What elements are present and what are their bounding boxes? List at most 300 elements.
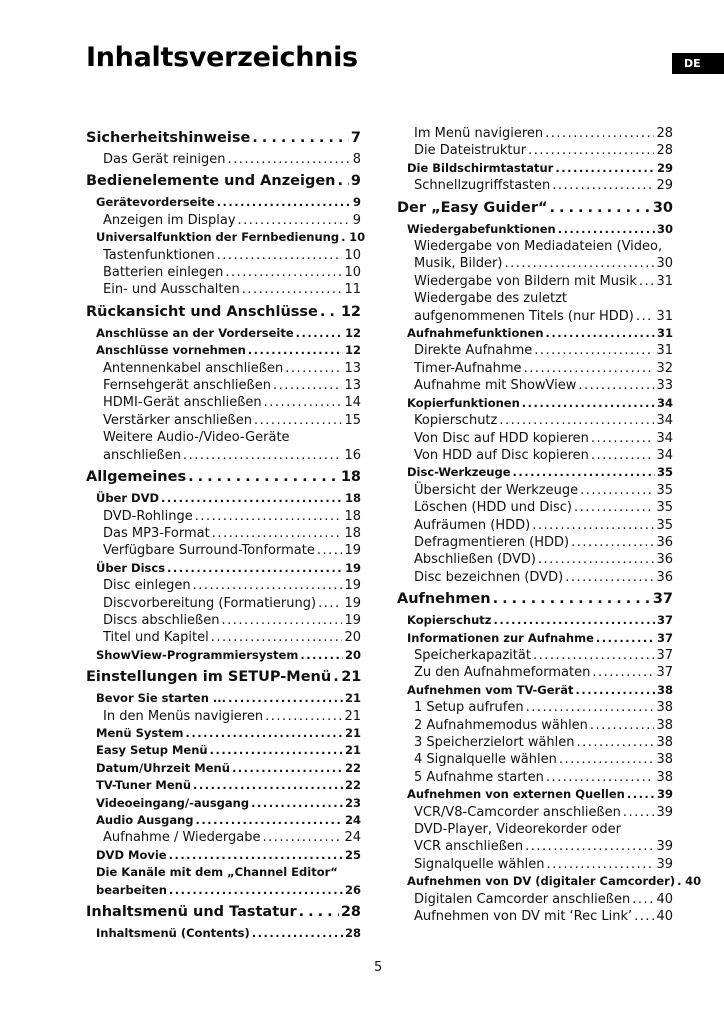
dot-leader xyxy=(555,160,655,177)
dot-leader xyxy=(228,690,343,707)
dot-leader xyxy=(538,551,655,568)
toc-subsection[interactable] xyxy=(397,342,673,359)
toc-subsection[interactable] xyxy=(397,908,673,925)
dot-leader xyxy=(590,717,655,734)
toc-entry-page: 20 xyxy=(344,630,361,646)
toc-entry-page: 38 xyxy=(656,700,673,716)
toc-entry-page: 21 xyxy=(344,708,361,724)
toc-entry-page: 18 xyxy=(340,469,361,486)
toc-entry-title: Über DVD xyxy=(96,491,160,506)
toc-entry-title: Aufnahme mit ShowView xyxy=(414,378,577,394)
dot-leader xyxy=(252,128,349,149)
toc-entry-title: Datum/Uhrzeit Menü xyxy=(96,760,230,775)
dot-leader xyxy=(169,882,343,899)
toc-entry-page: 22 xyxy=(344,760,361,775)
toc-entry-page: 40 xyxy=(685,874,702,889)
toc-entry-title: Rückansicht und Anschlüsse xyxy=(86,303,318,320)
toc-subsection[interactable] xyxy=(86,508,361,525)
toc-entry-page: 14 xyxy=(344,395,361,411)
language-tab: DE xyxy=(672,53,724,74)
toc-entry-page: 21 xyxy=(344,691,361,706)
toc-section[interactable] xyxy=(86,194,361,211)
toc-entry-page: 39 xyxy=(656,804,673,820)
toc-subsection[interactable] xyxy=(397,499,673,516)
toc-entry-title: Aufnehmen xyxy=(397,591,491,608)
toc-subsection[interactable] xyxy=(86,412,361,429)
toc-entry-title: Direkte Aufnahme xyxy=(414,343,533,359)
toc-entry-page: 23 xyxy=(344,795,361,810)
toc-entry-title: Timer-Aufnahme xyxy=(414,360,522,376)
dot-leader xyxy=(285,360,342,377)
toc-entry-title: Aufnehmen vom TV-Gerät xyxy=(407,682,574,697)
toc-entry-title: Die Bildschirmtastatur xyxy=(407,160,554,175)
dot-leader xyxy=(504,255,654,272)
toc-subsection[interactable] xyxy=(397,377,673,394)
toc-entry-page: 30 xyxy=(652,199,673,216)
dot-leader xyxy=(169,847,343,864)
toc-entry-page: 29 xyxy=(656,178,673,194)
toc-subsection[interactable] xyxy=(397,360,673,377)
toc-entry-page: 39 xyxy=(656,787,673,802)
toc-entry-title: Batterien einlegen xyxy=(103,265,224,281)
toc-section[interactable] xyxy=(86,882,361,899)
toc-section[interactable] xyxy=(397,682,673,699)
toc-subsection[interactable] xyxy=(397,125,673,142)
dot-leader xyxy=(552,177,654,194)
toc-subsection[interactable] xyxy=(397,769,673,786)
toc-section[interactable] xyxy=(86,725,361,742)
toc-subsection[interactable] xyxy=(86,360,361,377)
toc-subsection[interactable] xyxy=(397,699,673,716)
toc-entry-title: Informationen zur Aufnahme xyxy=(407,630,594,645)
toc-section[interactable] xyxy=(86,777,361,794)
toc-entry-title: Speicherkapazität xyxy=(414,647,531,663)
toc-entry-title: Über Discs xyxy=(96,560,166,575)
toc-entry-title: Digitalen Camcorder anschließen xyxy=(414,891,631,907)
dot-leader xyxy=(320,302,339,323)
toc-subsection[interactable] xyxy=(86,447,361,464)
toc-subsection[interactable] xyxy=(397,142,673,159)
toc-entry-page: 35 xyxy=(656,465,673,480)
toc-entry-lead: Wiedergabe von Mediadateien (Video, xyxy=(414,239,663,255)
toc-subsection[interactable] xyxy=(397,447,673,464)
toc-entry-title: aufgenommenen Titels (nur HDD) xyxy=(414,308,634,324)
toc-entry-page: 31 xyxy=(656,308,673,324)
dot-leader xyxy=(499,412,654,429)
toc-entry-title: Verfügbare Surround-Tonformate xyxy=(103,543,315,559)
toc-entry-title: Die Dateistruktur xyxy=(414,143,527,159)
toc-entry-page: 32 xyxy=(656,360,673,376)
dot-leader xyxy=(634,908,654,925)
toc-entry-page: 38 xyxy=(656,752,673,768)
toc-entry-title: Disc einlegen xyxy=(103,578,191,594)
toc-entry-title: Aufnahmefunktionen xyxy=(407,326,544,341)
dot-leader xyxy=(591,430,655,447)
toc-entry-page: 31 xyxy=(656,326,673,341)
toc-entry-page: 36 xyxy=(656,534,673,550)
dot-leader xyxy=(217,194,351,211)
toc-entry-title: Menü System xyxy=(96,725,184,740)
toc-entry-page: 36 xyxy=(656,552,673,568)
toc-entry-page: 12 xyxy=(344,343,361,358)
toc-subsection[interactable] xyxy=(397,412,673,429)
toc-entry-title: Schnellzugriffstasten xyxy=(414,178,551,194)
dot-leader xyxy=(333,667,339,688)
dot-leader xyxy=(193,577,343,594)
toc-subsection[interactable] xyxy=(397,482,673,499)
dot-leader xyxy=(534,342,654,359)
toc-entry-title: Disc bezeichnen (DVD) xyxy=(414,569,564,585)
toc-subsection[interactable] xyxy=(397,569,673,586)
toc-entry-page: 39 xyxy=(656,856,673,872)
dot-leader xyxy=(580,482,654,499)
toc-entry-page: 19 xyxy=(344,595,361,611)
toc-entry-title: Sicherheitshinweise xyxy=(86,130,251,146)
dot-leader xyxy=(252,925,343,942)
toc-subsection[interactable] xyxy=(397,804,673,821)
toc-subsection[interactable] xyxy=(86,829,361,846)
toc-section[interactable] xyxy=(397,160,673,177)
toc-entry-title: Einstellungen im SETUP-Menü xyxy=(86,669,332,686)
toc-entry-page: 36 xyxy=(656,569,673,585)
toc-subsection[interactable] xyxy=(397,517,673,534)
toc-section[interactable] xyxy=(86,760,361,777)
dot-leader xyxy=(195,508,343,525)
toc-subsection[interactable] xyxy=(86,577,361,594)
toc-subsection[interactable] xyxy=(86,151,361,168)
toc-section[interactable] xyxy=(86,325,361,342)
dot-leader xyxy=(546,856,654,873)
toc-section[interactable] xyxy=(86,560,361,577)
toc-entry-page: 19 xyxy=(344,612,361,628)
dot-leader xyxy=(493,612,655,629)
toc-section[interactable] xyxy=(397,786,673,803)
dot-leader xyxy=(211,629,343,646)
toc-entry-title: Anzeigen im Display xyxy=(103,212,236,228)
toc-entry-title: In den Menüs navigieren xyxy=(103,708,264,724)
toc-entry-title: Aufnehmen von externen Quellen xyxy=(407,787,625,802)
toc-chapter[interactable] xyxy=(86,128,361,149)
dot-leader xyxy=(251,795,343,812)
toc-subsection[interactable] xyxy=(86,542,361,559)
toc-entry-page: 40 xyxy=(656,891,673,907)
dot-leader xyxy=(565,569,654,586)
toc-subsection[interactable] xyxy=(397,751,673,768)
dot-leader xyxy=(264,394,343,411)
toc-entry-page: 18 xyxy=(344,508,361,524)
toc-entry-title: VCR anschließen xyxy=(414,839,524,855)
toc-entry-page: 19 xyxy=(344,578,361,594)
toc-chapter[interactable] xyxy=(86,171,361,192)
dot-leader xyxy=(636,308,655,325)
toc-entry-page: 34 xyxy=(656,447,673,463)
toc-entry-title: Aufnehmen von DV mit ‘Rec Link’ xyxy=(414,909,633,925)
toc-entry-title: Easy Setup Menü xyxy=(96,743,208,758)
toc-entry-title: 5 Aufnahme starten xyxy=(414,769,544,785)
toc-subsection[interactable] xyxy=(397,664,673,681)
toc-entry-title: 4 Signalquelle wählen xyxy=(414,752,557,768)
toc-entry-page: 13 xyxy=(344,378,361,394)
toc-entry-page: 38 xyxy=(656,717,673,733)
dot-leader xyxy=(196,812,343,829)
toc-entry-page: 28 xyxy=(340,904,361,921)
toc-entry-page: 28 xyxy=(656,143,673,159)
toc-entry-page: 11 xyxy=(344,282,361,298)
toc-left-column xyxy=(86,125,366,942)
toc-entry-page: 21 xyxy=(341,669,362,686)
toc-subsection[interactable] xyxy=(86,612,361,629)
toc-subsection[interactable] xyxy=(397,177,673,194)
toc-subsection[interactable] xyxy=(86,281,361,298)
toc-section[interactable] xyxy=(86,812,361,829)
toc-subsection[interactable] xyxy=(397,647,673,664)
toc-entry-page: 22 xyxy=(344,778,361,793)
dot-leader xyxy=(254,412,342,429)
toc-entry-page: 28 xyxy=(344,926,361,941)
dot-leader xyxy=(318,595,342,612)
toc-entry-page: 8 xyxy=(352,152,361,167)
toc-section[interactable] xyxy=(86,795,361,812)
dot-leader xyxy=(265,708,342,725)
dot-leader xyxy=(210,742,343,759)
toc-chapter[interactable] xyxy=(397,589,673,610)
dot-leader xyxy=(217,247,343,264)
toc-entry-title: Das Gerät reinigen xyxy=(103,152,226,167)
toc-entry-lead: Wiedergabe des zuletzt xyxy=(414,291,567,307)
toc-entry-title: Musik, Bilder) xyxy=(414,256,503,272)
toc-entry-title: Signalquelle wählen xyxy=(414,856,545,872)
dot-leader xyxy=(513,464,655,481)
toc-section[interactable] xyxy=(397,325,673,342)
toc-entry-title: DVD Movie xyxy=(96,847,167,862)
toc-section[interactable] xyxy=(86,490,361,507)
toc-chapter[interactable] xyxy=(86,667,361,688)
toc-entry-title: Fernsehgerät anschließen xyxy=(103,378,271,394)
toc-entry-page: 21 xyxy=(344,743,361,758)
toc-section[interactable] xyxy=(86,647,361,664)
toc-subsection[interactable] xyxy=(86,595,361,612)
toc-section[interactable] xyxy=(397,630,673,647)
dot-leader xyxy=(528,142,654,159)
toc-entry-title: 3 Speicherzielort wählen xyxy=(414,735,575,750)
toc-subsection[interactable] xyxy=(86,708,361,725)
toc-entry-page: 19 xyxy=(344,560,361,575)
toc-entry-title: Der „Easy Guider“ xyxy=(397,199,548,216)
toc-entry-page: 38 xyxy=(656,682,673,697)
toc-entry-page: 30 xyxy=(656,256,673,272)
toc-entry-page: 30 xyxy=(656,221,673,236)
toc-subsection[interactable] xyxy=(397,891,673,908)
toc-section[interactable] xyxy=(397,464,673,481)
toc-entry-title: bearbeiten xyxy=(96,882,167,897)
toc-subsection[interactable] xyxy=(397,534,673,551)
toc-section[interactable] xyxy=(86,342,361,359)
toc-entry-title: Von Disc auf HDD kopieren xyxy=(414,430,589,446)
dot-leader xyxy=(577,734,655,751)
toc-entry-title: Inhaltsmenü (Contents) xyxy=(96,926,250,941)
toc-entry-title: Bedienelemente und Anzeigen xyxy=(86,173,336,190)
toc-entry-page: 21 xyxy=(344,725,361,740)
dot-leader xyxy=(225,264,342,281)
toc-entry-page: 13 xyxy=(344,360,361,376)
toc-section[interactable] xyxy=(86,847,361,864)
toc-entry-title: Discs abschließen xyxy=(103,612,220,628)
dot-leader xyxy=(591,447,655,464)
toc-entry-page: 25 xyxy=(344,847,361,862)
toc-subsection[interactable] xyxy=(397,255,673,272)
toc-entry-title: Gerätevorderseite xyxy=(96,195,215,210)
toc-entry-page: 16 xyxy=(344,447,361,463)
dot-leader xyxy=(632,891,654,908)
toc-subsection[interactable] xyxy=(397,734,673,751)
dot-leader xyxy=(558,221,655,238)
toc-entry-title: 2 Aufnahmemodus wählen xyxy=(414,717,588,733)
dot-leader xyxy=(317,542,343,559)
dot-leader xyxy=(212,525,343,542)
toc-section[interactable] xyxy=(397,873,702,890)
toc-section[interactable] xyxy=(86,742,361,759)
toc-entry-title: ShowView-Programmiersystem xyxy=(96,647,299,662)
toc-entry-title: anschließen xyxy=(103,447,182,463)
dot-leader xyxy=(578,377,654,394)
dot-leader xyxy=(232,760,343,777)
toc-entry-title: Defragmentieren (HDD) xyxy=(414,534,570,550)
toc-entry-page: 26 xyxy=(344,882,361,897)
toc-entry-page: 12 xyxy=(344,325,361,340)
dot-leader xyxy=(639,273,655,290)
dot-leader xyxy=(341,229,347,246)
dot-leader xyxy=(571,534,654,551)
toc-entry-page: 37 xyxy=(656,630,673,645)
toc-entry-page: 29 xyxy=(656,160,673,175)
toc-entry-page: 39 xyxy=(656,839,673,855)
toc-entry-page: 10 xyxy=(344,265,361,281)
toc-section[interactable] xyxy=(86,229,366,246)
toc-entry-title: Universalfunktion der Fernbedienung xyxy=(96,230,340,245)
toc-subsection[interactable] xyxy=(397,838,673,855)
toc-section[interactable] xyxy=(86,925,361,942)
toc-entry-title: Verstärker anschließen xyxy=(103,412,252,428)
toc-entry-title: Disc-Werkzeuge xyxy=(407,465,511,480)
dot-leader xyxy=(167,560,343,577)
toc-chapter[interactable] xyxy=(86,902,361,923)
dot-leader xyxy=(188,467,339,488)
toc-entry-title: Ein- und Ausschalten xyxy=(103,282,240,298)
toc-entry-page: 38 xyxy=(656,769,673,785)
dot-leader xyxy=(296,325,343,342)
toc-entry-page: 37 xyxy=(656,647,673,663)
toc-entry-lead: Die Kanäle mit dem „Channel Editor“ xyxy=(96,865,338,880)
toc-entry-page: 34 xyxy=(656,395,673,410)
toc-entry-title: Aufnehmen von DV (digitaler Camcorder) xyxy=(407,874,676,889)
toc-chapter[interactable] xyxy=(86,302,361,323)
toc-subsection[interactable] xyxy=(86,212,361,229)
toc-subsection[interactable] xyxy=(86,377,361,394)
toc-entry-page: 9 xyxy=(352,212,361,228)
toc-entry-page: 31 xyxy=(656,343,673,359)
toc-entry-page: 40 xyxy=(656,909,673,925)
toc-section[interactable] xyxy=(86,690,361,707)
toc-section[interactable] xyxy=(397,395,673,412)
toc-entry-title: Wiedergabe von Bildern mit Musik xyxy=(414,273,637,289)
dot-leader xyxy=(559,751,655,768)
toc-subsection[interactable] xyxy=(397,430,673,447)
dot-leader xyxy=(677,873,683,890)
toc-entry-title: TV-Tuner Menü xyxy=(96,778,192,793)
toc-entry-page: 19 xyxy=(344,543,361,559)
toc-entry-title: VCR/V8-Camcorder anschließen xyxy=(414,804,621,820)
toc-subsection[interactable] xyxy=(86,394,361,411)
toc-entry-page: 37 xyxy=(652,591,673,608)
dot-leader xyxy=(524,360,655,377)
dot-leader xyxy=(627,786,655,803)
dot-leader xyxy=(532,517,654,534)
toc-entry-page: 7 xyxy=(350,130,361,146)
toc-entry-lead: DVD-Player, Videorekorder oder xyxy=(414,822,621,838)
toc-subsection[interactable] xyxy=(86,629,361,646)
dot-leader xyxy=(623,804,655,821)
toc-chapter[interactable] xyxy=(397,198,673,219)
toc-entry-title: Discvorbereitung (Formatierung) xyxy=(103,595,317,611)
toc-entry-title: Kopierschutz xyxy=(414,413,498,429)
dot-leader xyxy=(545,125,654,142)
toc-entry-page: 24 xyxy=(344,813,361,827)
dot-leader xyxy=(183,447,342,464)
dot-leader xyxy=(186,725,343,742)
toc-entry-page: 9 xyxy=(350,173,361,190)
toc-subsection[interactable] xyxy=(397,308,673,325)
dot-leader xyxy=(338,171,349,192)
toc-entry-title: Wiedergabefunktionen xyxy=(407,221,556,236)
toc-entry-title: Audio Ausgang xyxy=(96,813,194,827)
dot-leader xyxy=(533,647,655,664)
dot-leader xyxy=(596,630,655,647)
dot-leader xyxy=(546,769,655,786)
toc-subsection[interactable] xyxy=(86,264,361,281)
dot-leader xyxy=(248,342,343,359)
dot-leader xyxy=(193,777,343,794)
toc-entry-page: 12 xyxy=(340,303,361,320)
toc-section[interactable] xyxy=(397,612,673,629)
toc-entry-title: Zu den Aufnahmeformaten xyxy=(414,665,591,681)
toc-subsection[interactable] xyxy=(397,551,673,568)
dot-leader xyxy=(493,589,651,610)
toc-entry-title: Anschlüsse an der Vorderseite xyxy=(96,325,294,340)
toc-subsection[interactable] xyxy=(397,856,673,873)
dot-leader xyxy=(546,325,655,342)
toc-section[interactable] xyxy=(397,221,673,238)
dot-leader xyxy=(574,499,654,516)
toc-entry-page: 34 xyxy=(656,413,673,429)
toc-right-column xyxy=(397,125,702,925)
toc-subsection[interactable] xyxy=(86,525,361,542)
dot-leader xyxy=(228,151,351,168)
toc-entry-page: 10 xyxy=(349,230,366,245)
dot-leader xyxy=(238,212,351,229)
toc-subsection[interactable] xyxy=(397,717,673,734)
dot-leader xyxy=(526,699,655,716)
toc-subsection[interactable] xyxy=(86,247,361,264)
toc-entry-page: 37 xyxy=(656,613,673,628)
toc-entry-page: 18 xyxy=(344,525,361,541)
toc-entry-page: 15 xyxy=(344,412,361,428)
toc-entry-title: Übersicht der Werkzeuge xyxy=(414,482,579,498)
dot-leader xyxy=(300,647,343,664)
toc-entry-page: 35 xyxy=(656,500,673,516)
toc-chapter[interactable] xyxy=(86,467,361,488)
toc-subsection[interactable] xyxy=(397,273,673,290)
toc-entry-title: Aufnahme / Wiedergabe xyxy=(103,830,261,846)
